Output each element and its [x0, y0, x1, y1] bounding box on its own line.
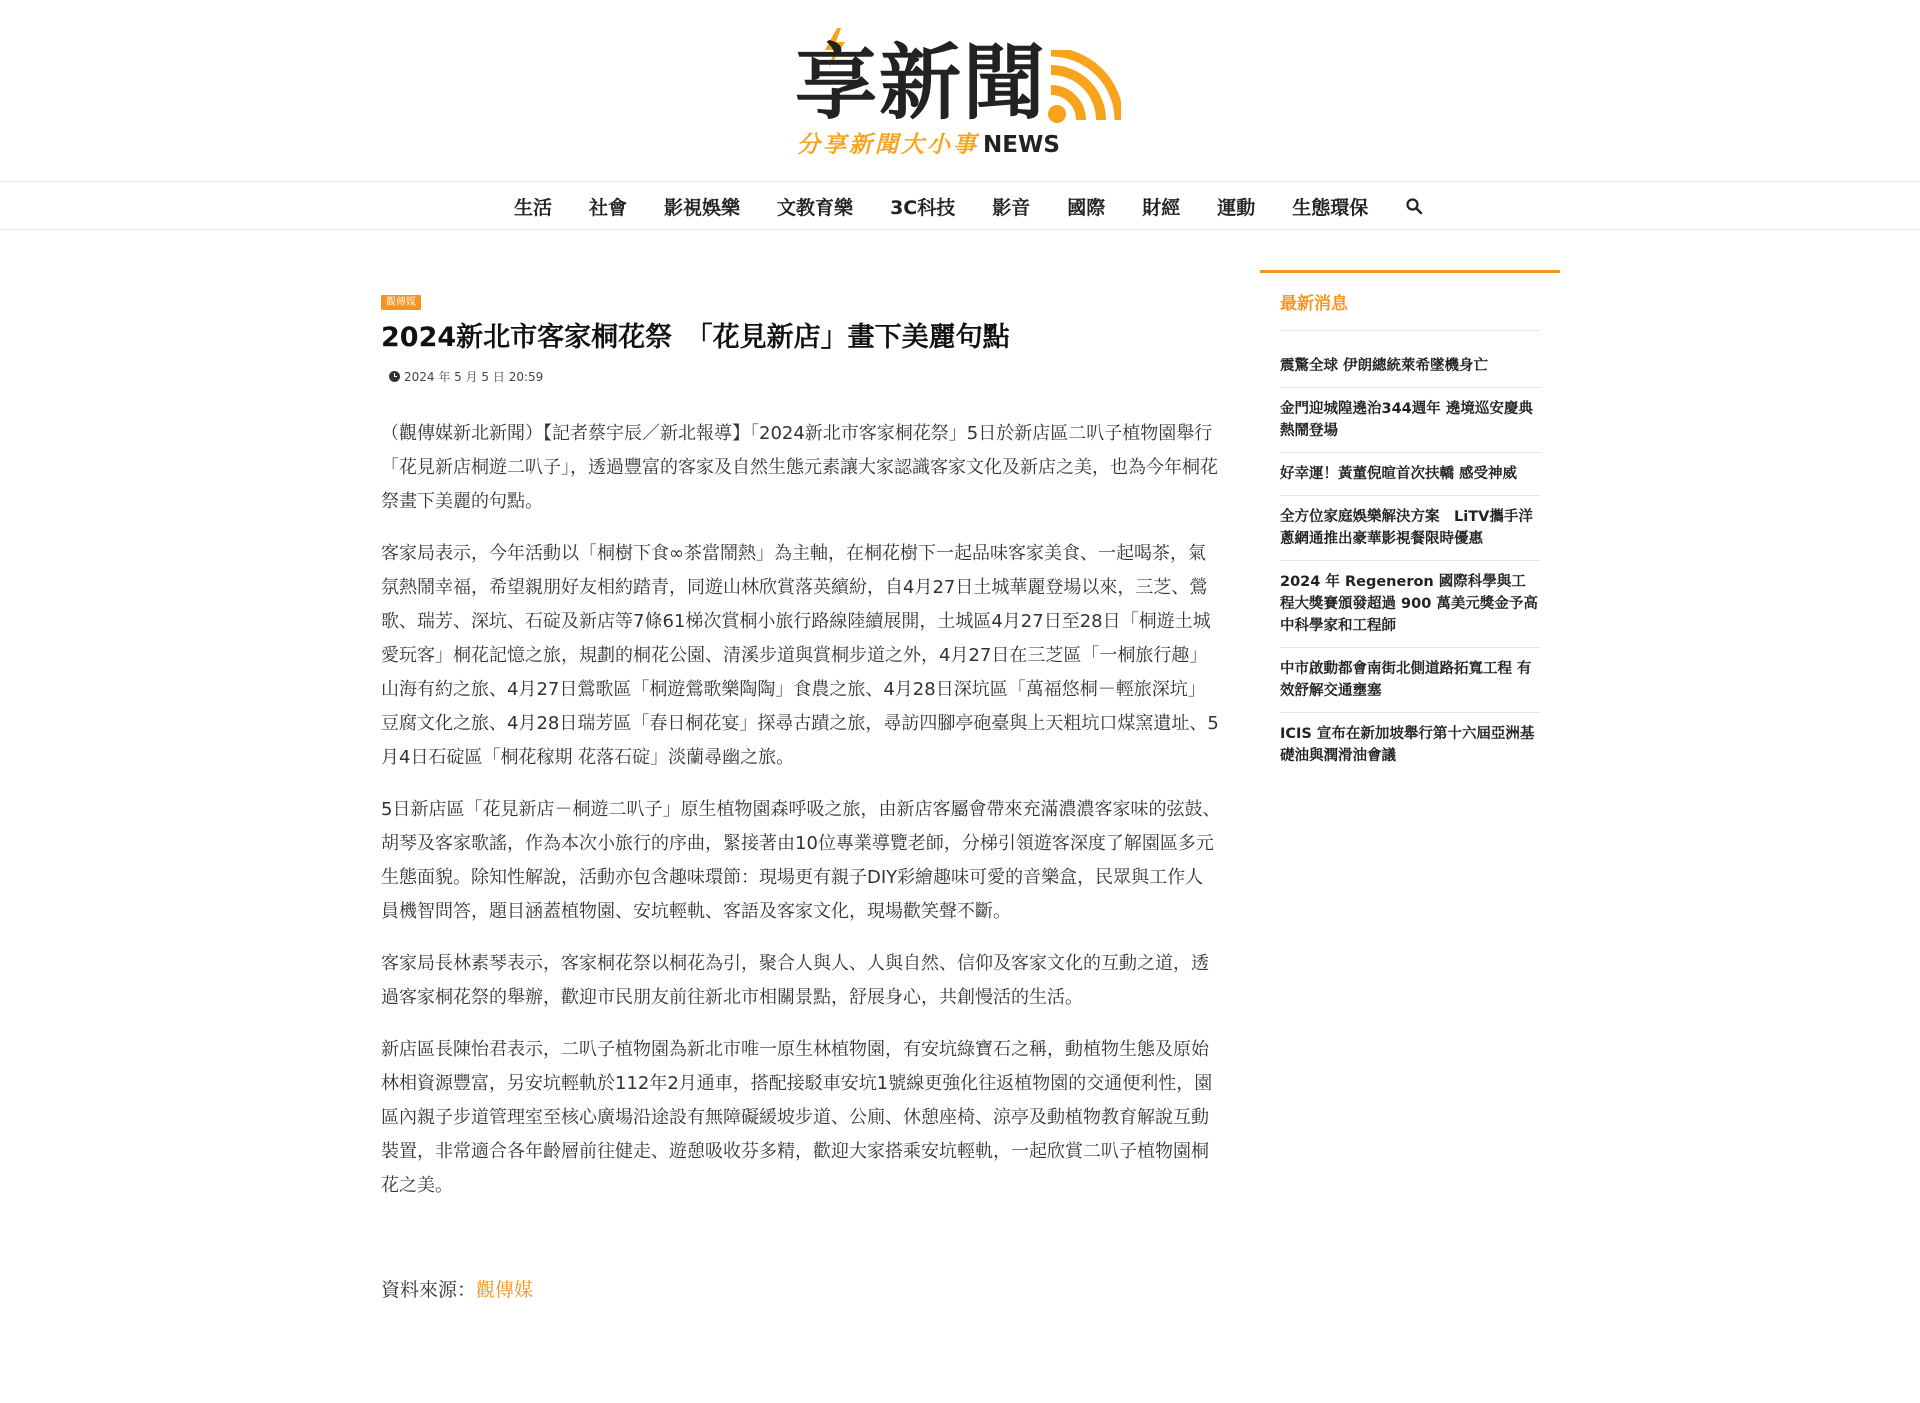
article-paragraph: 客家局表示，今年活動以「桐樹下食∞茶當鬧熱」為主軸，在桐花樹下一起品味客家美食、一起喝茶，氣氛熱鬧幸福，希望親朋好友相約踏青，同遊山林欣賞落英繽紛，自4月27日土城華麗登場以來，三芝、鶯歌、瑞芳、深坑、石碇及新店等7條61梯次賞桐小旅行路線陸續展開，土城區4月27日至28日「桐遊土城愛玩客」桐花記憶之旅，規劃的桐花公園、清溪步道與賞桐步道之外，4月27日在三芝區「一桐旅行趣」山海有約之旅、4月27日鶯歌區「桐遊鶯歌樂陶陶」食農之旅、4月28日深坑區「萬福悠桐－輕旅深坑」豆腐文化之旅、4月28日瑞芳區「春日桐花宴」探尋古蹟之旅，尋訪四腳亭砲臺與上天粗坑口煤窯遺址、5月4日石碇區「桐花稼期 花落石碇」淡蘭尋幽之旅。	[381, 543, 1219, 768]
logo-title: 享新聞	[795, 36, 1048, 131]
article-paragraph: 5日新店區「花見新店－桐遊二叭子」原生植物園森呼吸之旅，由新店客屬會帶來充滿濃濃客家味的弦鼓、胡琴及客家歌謠，作為本次小旅行的序曲，緊接著由10位專業導覽老師，分梯引領遊客深度了解園區多元生態面貌。除知性解說，活動亦包含趣味環節：現場更有親子DIY彩繪趣味可愛的音樂盒，民眾與工作人員機智問答，題目涵蓋植物園、安坑輕軌、客語及客家文化，現場歡笑聲不斷。	[381, 799, 1221, 922]
source-link[interactable]: 觀傳媒	[476, 1279, 534, 1301]
article-body	[381, 417, 1221, 1203]
nav-item-sports[interactable]: 運動	[1217, 196, 1256, 219]
nav-item-entertainment[interactable]: 影視娛樂	[664, 196, 741, 219]
nav-item-ecology[interactable]: 生態環保	[1292, 196, 1369, 219]
nav-item-video[interactable]: 影音	[992, 196, 1031, 219]
nav-item-life[interactable]: 生活	[514, 196, 553, 219]
article-title: 2024新北市客家桐花祭 「花見新店」畫下美麗句點	[381, 322, 1010, 353]
latest-news-item[interactable]: 2024 年 Regeneron 國際科學與工程大獎賽頒發超過 900 萬美元獎金予高中科學家和工程師	[1280, 561, 1540, 648]
source-line	[381, 1275, 1221, 1302]
nav-item-culture-education[interactable]: 文教育樂	[777, 196, 854, 219]
latest-news-item[interactable]: ICIS 宣布在新加坡舉行第十六屆亞洲基礎油與潤滑油會議	[1280, 726, 1535, 764]
category-tag[interactable]: 觀傳媒	[381, 295, 421, 310]
site-logo[interactable]	[795, 28, 1125, 158]
article-paragraph: 新店區長陳怡君表示，二叭子植物園為新北市唯一原生林植物園，有安坑綠寶石之稱，動植物生態及原始林相資源豐富，另安坑輕軌於112年2月通車，搭配接駁車安坑1號線更強化往返植物園的交通便利性，園區內親子步道管理室至核心廣場沿途設有無障礙緩坡步道、公廁、休憩座椅、涼亭及動植物教育解說互動裝置，非常適合各年齡層前往健走、遊憩吸收芬多精，歡迎大家搭乘安坑輕軌，一起欣賞二叭子植物園桐花之美。	[381, 1039, 1213, 1196]
nav-item-tech[interactable]: 3C科技	[890, 196, 956, 219]
main-nav	[0, 182, 1920, 230]
logo-news-text: NEWS	[983, 132, 1060, 158]
clock-icon	[389, 371, 400, 382]
nav-item-international[interactable]: 國際	[1067, 196, 1106, 219]
source-label: 資料來源：	[381, 1279, 477, 1301]
logo-tagline-text: 分享新聞大小事	[797, 132, 979, 158]
search-icon[interactable]	[1405, 197, 1423, 215]
article-date-text: 2024 年 5 月 5 日 20:59	[404, 370, 544, 384]
article-date	[381, 368, 1221, 385]
article	[381, 290, 1221, 1302]
rss-icon	[1047, 50, 1121, 124]
latest-news-item[interactable]: 中市啟動都會南街北側道路拓寬工程 有效舒解交通壅塞	[1280, 648, 1540, 713]
latest-news-item[interactable]: 震驚全球 伊朗總統萊希墜機身亡	[1280, 331, 1540, 388]
sidebar-latest-news	[1260, 270, 1560, 777]
nav-item-society[interactable]: 社會	[589, 196, 628, 219]
nav-item-finance[interactable]: 財經	[1142, 196, 1181, 219]
article-paragraph: （觀傳媒新北新聞）【記者蔡宇辰／新北報導】「2024新北市客家桐花祭」5日於新店區二叭子植物園舉行「花見新店桐遊二叭子」，透過豐富的客家及自然生態元素讓大家認識客家文化及新店之美，也為今年桐花祭畫下美麗的句點。	[381, 423, 1218, 512]
nav-items	[514, 182, 1423, 230]
logo-tagline	[797, 126, 1060, 159]
article-paragraph: 客家局長林素琴表示，客家桐花祭以桐花為引，聚合人與人、人與自然、信仰及客家文化的互動之道，透過客家桐花祭的舉辦，歡迎市民朋友前往新北市相關景點，舒展身心，共創慢活的生活。	[381, 953, 1209, 1008]
latest-news-item[interactable]: 好幸運！黃董倪暄首次扶轎 感受神威	[1280, 453, 1540, 496]
latest-news-item[interactable]: 金門迎城隍遶治344週年 遶境巡安慶典熱鬧登場	[1280, 388, 1540, 453]
site-header	[0, 0, 1920, 182]
sidebar-list	[1280, 331, 1540, 777]
latest-news-item[interactable]: 全方位家庭娛樂解決方案 LiTV攜手洋蔥網通推出豪華影視餐限時優惠	[1280, 496, 1540, 561]
sidebar-heading: 最新消息	[1280, 289, 1540, 331]
